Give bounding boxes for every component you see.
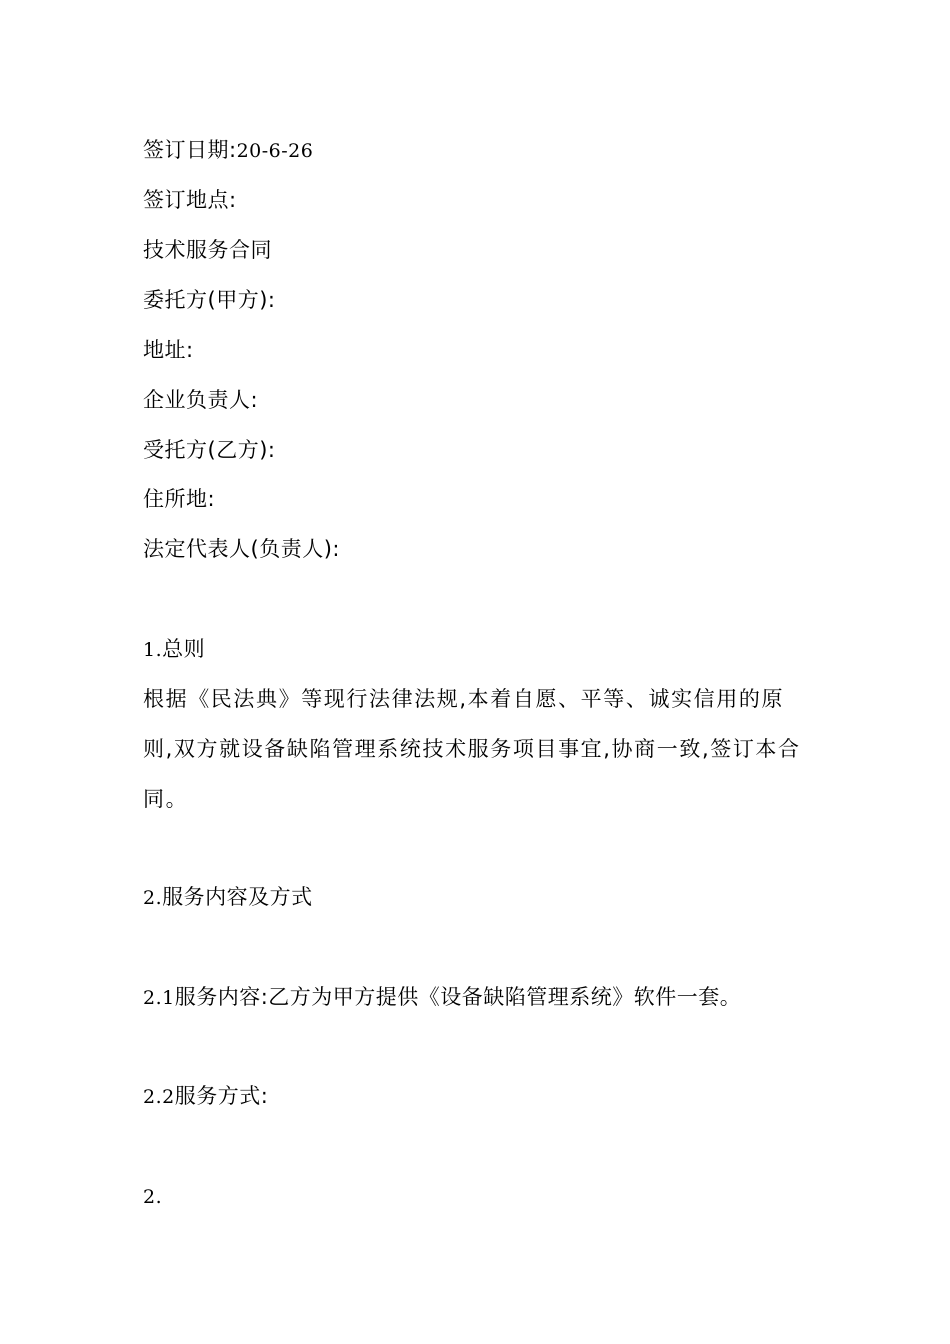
sign-date-value: 20-6-26	[236, 140, 314, 162]
enterprise-head-line	[143, 385, 258, 415]
section-2-1-line	[143, 982, 741, 1013]
legal-rep-label: 法定代表人(负责人):	[143, 537, 340, 561]
section-1-heading	[143, 634, 205, 665]
section-2-3-line	[143, 1181, 162, 1212]
section-1-number: 1.	[143, 639, 163, 661]
sign-place-line	[143, 185, 237, 215]
contract-title	[143, 235, 272, 265]
section-2-2-number: 2.2	[143, 1086, 175, 1108]
sign-date-line	[143, 135, 313, 166]
address-label: 地址:	[143, 338, 194, 362]
contractor-line	[143, 435, 275, 465]
sign-date-label: 签订日期:	[143, 138, 237, 162]
client-line	[143, 285, 275, 315]
sign-place-label: 签订地点:	[143, 188, 237, 212]
domicile-line	[143, 484, 215, 514]
address-line	[143, 335, 194, 365]
contract-title-text: 技术服务合同	[143, 238, 272, 262]
section-2-heading	[143, 882, 313, 913]
enterprise-head-label: 企业负责人:	[143, 388, 259, 412]
section-2-2-line	[143, 1081, 268, 1112]
client-label: 委托方(甲方):	[143, 288, 276, 312]
section-2-1-text: 服务内容:乙方为甲方提供《设备缺陷管理系统》软件一套。	[174, 985, 742, 1009]
section-1-title: 总则	[162, 637, 206, 661]
section-1-body	[143, 674, 813, 824]
legal-rep-line	[143, 534, 340, 564]
domicile-label: 住所地:	[143, 487, 216, 511]
section-2-2-text: 服务方式:	[174, 1084, 269, 1108]
contractor-label: 受托方(乙方):	[143, 438, 276, 462]
section-1-body-text: 根据《民法典》等现行法律法规,本着自愿、平等、诚实信用的原则,双方就设备缺陷管理系统技术服务项目事宜,协商一致,签订本合同。	[143, 687, 801, 811]
section-2-3-number: 2.	[143, 1186, 163, 1208]
section-2-number: 2.	[143, 887, 163, 909]
section-2-title: 服务内容及方式	[162, 885, 313, 909]
section-2-1-number: 2.1	[143, 987, 175, 1009]
